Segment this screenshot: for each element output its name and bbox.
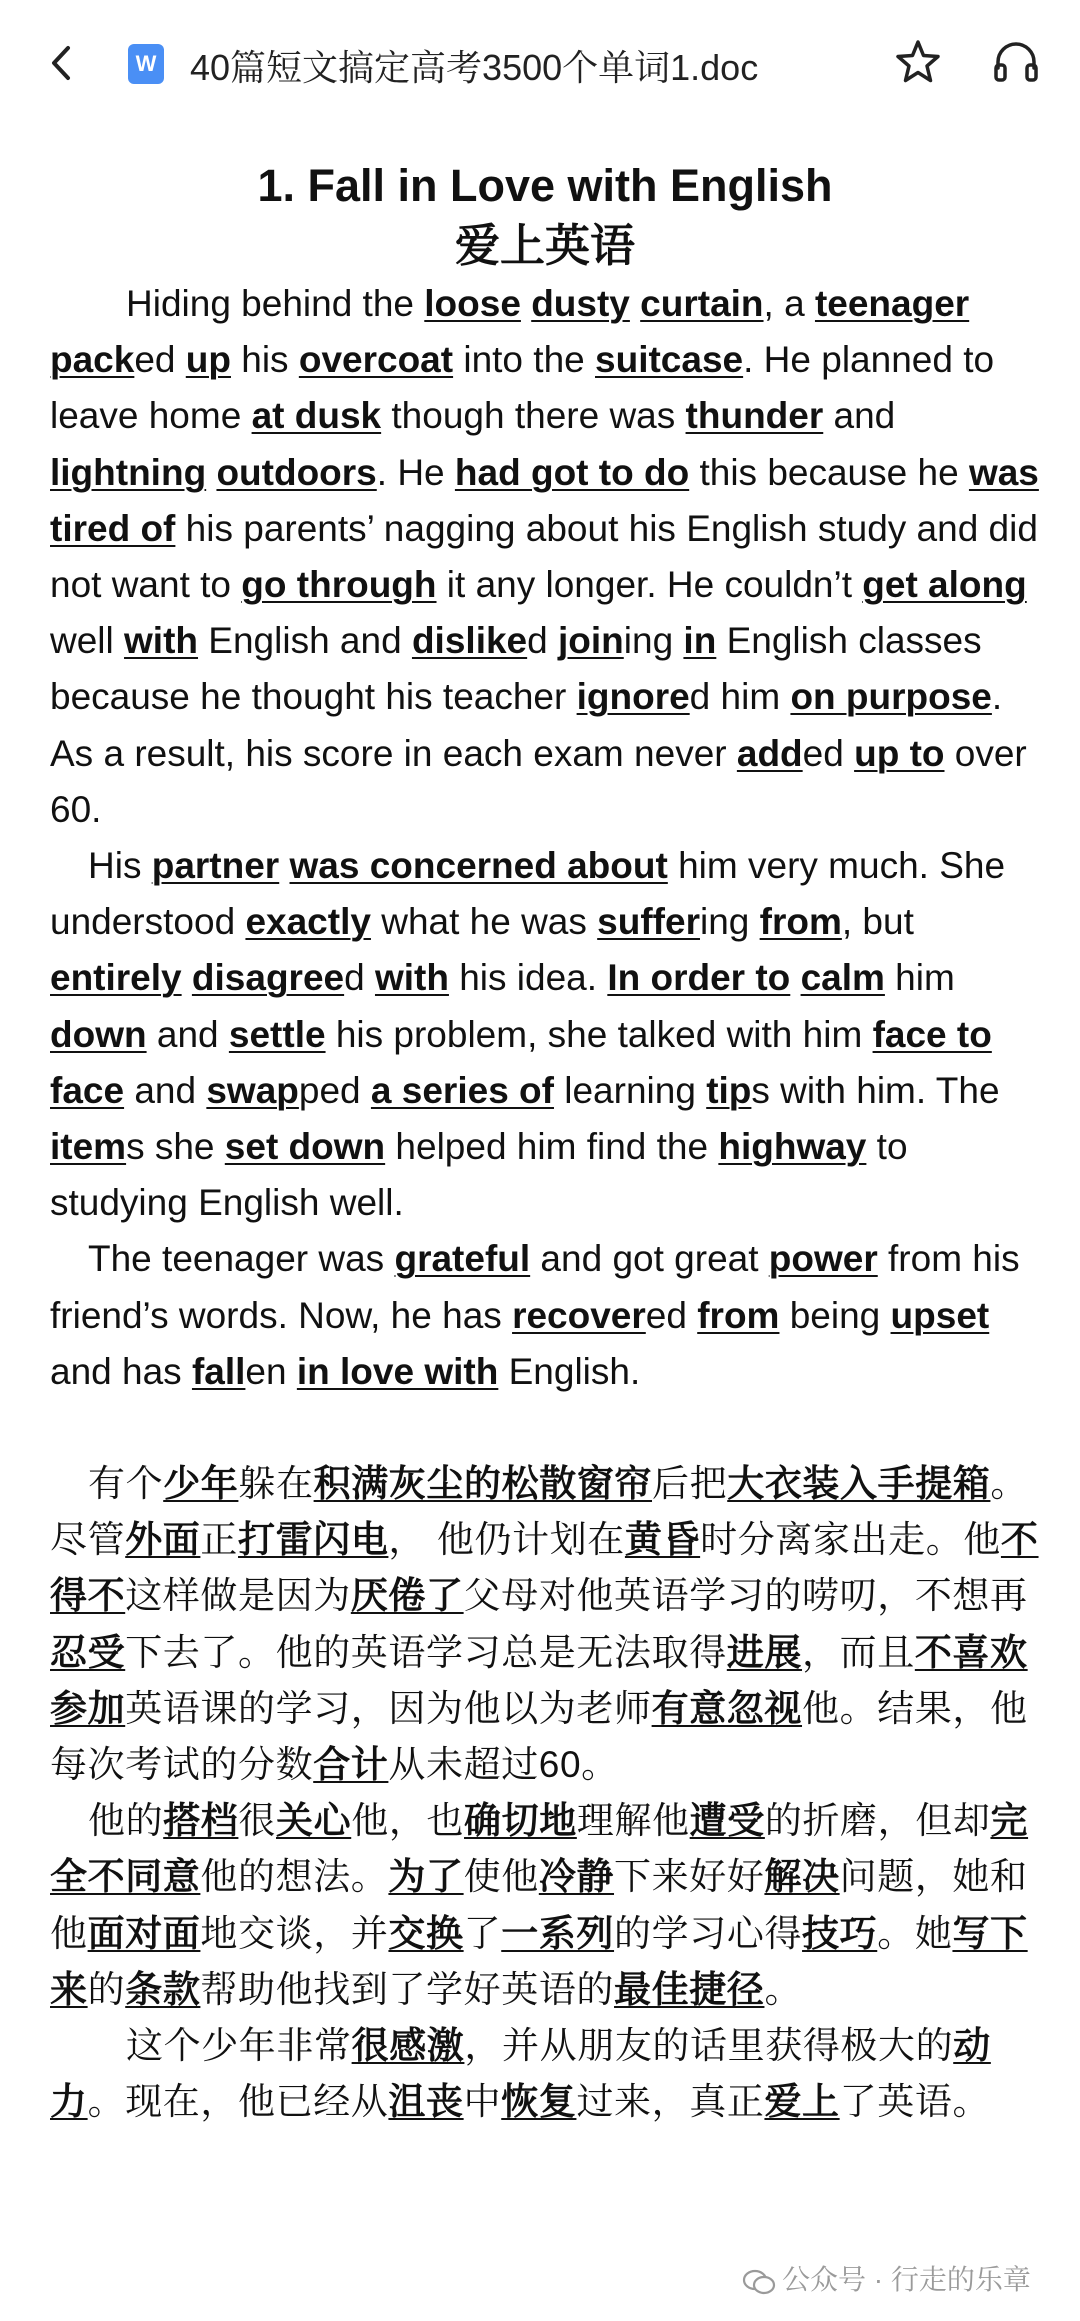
vocabulary-keyword: 一系列 (501, 1912, 615, 1954)
app-toolbar (0, 0, 1080, 128)
text-run: ped (298, 1069, 371, 1111)
vocabulary-keyword: join (558, 620, 624, 662)
vocabulary-keyword: overcoat (298, 339, 454, 381)
vocabulary-keyword: 交换 (388, 1912, 464, 1954)
text-run: . As a result, his score in each exam never (50, 676, 1003, 774)
vocabulary-keyword: highway (718, 1126, 867, 1168)
vocabulary-keyword: 恢复 (501, 2081, 577, 2123)
vocabulary-keyword: 不喜欢参加 (50, 1631, 1028, 1729)
text-run: en (245, 1350, 297, 1392)
text-run: and (124, 1069, 207, 1111)
vocabulary-keyword: 写下来 (50, 1912, 1028, 2010)
vocabulary-keyword: up (185, 339, 231, 381)
vocabulary-keyword: 厌倦了 (350, 1575, 464, 1617)
text-run: this because he (689, 451, 969, 493)
vocabulary-keyword: entirely (50, 957, 182, 999)
vocabulary-keyword: 完全不同意 (50, 1800, 1029, 1898)
text-run: 帮助他找到了学好英语的 (200, 1968, 615, 2010)
text-run (206, 452, 216, 493)
text-run: his parents’ nagging about his English study and did not want to (50, 507, 1038, 606)
text-run: 下去了。他的英语学习总是无法取得 (125, 1631, 727, 1673)
vocabulary-keyword: fall (191, 1350, 246, 1392)
vocabulary-keyword: 忍受 (50, 1631, 126, 1673)
vocabulary-keyword: ignore (576, 676, 690, 718)
text-run: 他的想法。 (200, 1856, 389, 1898)
watermark (742, 2258, 1062, 2298)
vocabulary-keyword: curtain (640, 283, 764, 324)
vocabulary-keyword: was concerned about (289, 845, 668, 887)
text-run: . He (376, 451, 455, 493)
text-run: and (823, 395, 896, 437)
text-run: 他，也 (351, 1800, 465, 1842)
text-run: 了英语。 (839, 2081, 991, 2123)
vocabulary-keyword: with (124, 620, 199, 662)
text-run: 下来好好 (614, 1856, 765, 1898)
vocabulary-keyword: pack (50, 339, 135, 381)
text-run: into the (453, 339, 596, 381)
text-run: 从未超过60。 (388, 1744, 619, 1786)
vocabulary-keyword: grateful (394, 1238, 531, 1280)
text-run: and got great (530, 1238, 769, 1280)
vocabulary-keyword: calm (800, 957, 885, 999)
text-run: ，而且 (802, 1631, 915, 1673)
vocabulary-keyword: suitcase (595, 339, 744, 381)
vocabulary-keyword: swap (206, 1069, 299, 1111)
text-run: 了 (463, 1912, 502, 1954)
vocabulary-keyword: 遭受 (689, 1800, 765, 1842)
text-run: . He planned to leave home (50, 339, 995, 437)
vocabulary-keyword: 打雷闪电 (238, 1519, 389, 1561)
wechat-icon (742, 2268, 776, 2296)
text-run: 地交谈，并 (200, 1912, 389, 1954)
vocabulary-keyword: 确切地 (464, 1800, 577, 1842)
text-run: 。现在，他已经从 (87, 2081, 389, 2123)
vocabulary-keyword: a series of (370, 1069, 554, 1111)
text-run: 。尽管 (50, 1463, 1029, 1561)
text-run (182, 957, 192, 998)
vocabulary-keyword: 爱上 (764, 2081, 840, 2123)
text-run: what he was (370, 901, 598, 943)
vocabulary-keyword: was tired of (50, 451, 1039, 549)
vocabulary-keyword: get along (862, 564, 1027, 606)
text-run: and (146, 1013, 229, 1055)
text-run: ed (645, 1294, 698, 1336)
star-icon[interactable] (892, 36, 944, 88)
text-run: English. (498, 1350, 641, 1392)
text-run: 。她 (877, 1912, 953, 1954)
text-run: English classes because he thought his teacher (50, 620, 982, 718)
vocabulary-keyword: 大衣装入手提箱 (727, 1463, 991, 1505)
vocabulary-keyword: 外面 (125, 1519, 201, 1561)
text-run: 躲在 (238, 1463, 314, 1505)
vocabulary-keyword: 技巧 (802, 1912, 878, 1954)
document-body (50, 150, 1040, 2131)
text-run: 时分离家出走。他 (700, 1519, 1001, 1561)
text-run: 正 (200, 1519, 239, 1561)
vocabulary-keyword: 搭档 (163, 1800, 239, 1842)
vocabulary-keyword: 沮丧 (388, 2081, 464, 2123)
vocabulary-keyword: 很感激 (351, 2025, 465, 2067)
vocabulary-keyword: disagree (191, 957, 345, 999)
chinese-paragraph-2 (50, 1793, 1040, 2018)
text-run: 这样做是因为 (125, 1575, 351, 1617)
title-chinese: 爱上英语 (454, 220, 635, 271)
text-run: and has (50, 1350, 192, 1392)
vocabulary-keyword: 黄昏 (624, 1519, 701, 1561)
text-run: 有个 (88, 1463, 164, 1505)
vocabulary-keyword: 为了 (388, 1856, 464, 1898)
text-run: to studying English well. (50, 1126, 908, 1224)
vocabulary-keyword: In order to (607, 957, 791, 999)
text-run: 理解他 (576, 1800, 690, 1842)
vocabulary-keyword: on purpose (790, 676, 992, 718)
vocabulary-keyword: 不得不 (50, 1519, 1039, 1617)
text-run: learning (553, 1069, 707, 1111)
text-run: 他。结果，他每次考试的分数 (50, 1687, 1028, 1786)
vocabulary-keyword: dusty (531, 283, 630, 324)
chinese-paragraph-1 (50, 1456, 1040, 1793)
text-run: 很 (238, 1800, 277, 1842)
text-run: him very much. She understood (50, 845, 1006, 943)
vocabulary-keyword: 动力 (50, 2025, 991, 2123)
text-run: 这个少年非常 (126, 2025, 352, 2067)
vocabulary-keyword: lightning (50, 451, 207, 493)
text-run: his (230, 339, 299, 381)
text-run: 后把 (652, 1463, 728, 1505)
text-run: d (344, 957, 375, 999)
text-run: ing (623, 620, 684, 662)
vocabulary-keyword: 冷静 (538, 1856, 615, 1898)
vocabulary-keyword: 解决 (764, 1856, 840, 1898)
english-paragraph-1 (50, 276, 1040, 838)
text-run: , but (841, 901, 914, 943)
vocabulary-keyword: partner (151, 845, 280, 887)
vocabulary-keyword: had got to do (454, 451, 690, 493)
chinese-paragraph-3 (50, 2018, 1040, 2130)
vocabulary-keyword: 条款 (125, 1968, 201, 2010)
vocabulary-keyword: recover (512, 1294, 646, 1336)
text-run: ， 他仍计划在 (388, 1519, 625, 1561)
vocabulary-keyword: upset (890, 1294, 990, 1336)
vocabulary-keyword: power (768, 1238, 878, 1280)
vocabulary-keyword: dislike (411, 620, 528, 662)
vocabulary-keyword: go through (241, 564, 437, 606)
text-run: being (779, 1294, 891, 1336)
text-run: 中 (463, 2081, 502, 2123)
text-run: 的折磨，但却 (764, 1800, 991, 1842)
text-run (521, 283, 531, 324)
text-run (790, 957, 800, 998)
vocabulary-keyword: exactly (245, 901, 371, 943)
text-run: 父母对他英语学习的唠叨，不想再 (463, 1575, 1028, 1617)
title-english: 1. Fall in Love with English (257, 160, 833, 211)
text-run: 使他 (463, 1856, 539, 1898)
vocabulary-keyword: loose (424, 283, 521, 324)
vocabulary-keyword: 少年 (163, 1463, 239, 1505)
vocabulary-keyword: 有意忽视 (651, 1687, 803, 1729)
english-paragraph-3 (50, 1231, 1040, 1400)
text-run: it any longer. He couldn’t (436, 564, 863, 606)
text-run (279, 845, 289, 886)
vocabulary-keyword: face to face (50, 1013, 992, 1111)
vocabulary-keyword: item (50, 1126, 127, 1168)
text-run: over 60. (50, 732, 1027, 830)
vocabulary-keyword: 关心 (276, 1800, 352, 1842)
vocabulary-keyword: from (697, 1294, 780, 1336)
vocabulary-keyword: 进展 (726, 1631, 803, 1673)
text-run: The teenager was (88, 1238, 395, 1280)
vocabulary-keyword: up to (854, 732, 945, 774)
word-doc-icon (128, 44, 164, 84)
text-run: s she (126, 1126, 225, 1168)
vocabulary-keyword: add (736, 732, 803, 774)
text-run: ing (699, 901, 760, 943)
vocabulary-keyword: 面对面 (87, 1912, 201, 1954)
text-run: 他的 (88, 1800, 164, 1842)
vocabulary-keyword: settle (228, 1013, 326, 1055)
text-run: 过来，真正 (576, 2081, 765, 2123)
vocabulary-keyword: teenager (814, 283, 970, 324)
text-run: 。 (764, 1968, 803, 2010)
text-run: , a (763, 283, 815, 324)
text-run: ，并从朋友的话里获得极大的 (464, 2025, 954, 2067)
vocabulary-keyword: in love with (296, 1350, 499, 1392)
vocabulary-keyword: thunder (685, 395, 824, 437)
text-run: d (527, 620, 558, 662)
english-paragraph-2 (50, 838, 1040, 1231)
headphones-icon[interactable] (990, 36, 1042, 88)
text-run: 问题，她和他 (50, 1856, 1028, 1954)
text-run: d him (689, 676, 791, 718)
text-run: 的学习心得 (614, 1912, 803, 1954)
text-run: well (50, 620, 125, 662)
text-run: Hiding behind the (126, 283, 425, 324)
vocabulary-keyword: down (50, 1013, 147, 1055)
text-run: 的 (87, 1968, 126, 2010)
text-run: his problem, she talked with him (325, 1013, 873, 1055)
back-arrow-icon[interactable] (42, 38, 82, 88)
text-run: His (88, 845, 152, 887)
vocabulary-keyword: in (683, 620, 717, 662)
vocabulary-keyword: with (374, 957, 449, 999)
vocabulary-keyword: outdoors (216, 451, 377, 493)
vocabulary-keyword: set down (224, 1126, 386, 1168)
text-run (630, 283, 640, 324)
text-run: ed (134, 339, 186, 381)
text-run: from his friend’s words. Now, he has (50, 1238, 1020, 1336)
text-run: him (884, 957, 955, 999)
vocabulary-keyword: tip (706, 1069, 752, 1111)
text-run: his idea. (448, 957, 608, 999)
doc-icon-letter: W (135, 51, 157, 76)
document-title: 40篇短文搞定高考3500个单词1.doc (190, 47, 759, 88)
vocabulary-keyword: at dusk (251, 395, 382, 437)
text-run: s with him. The (751, 1069, 1000, 1111)
vocabulary-keyword: 最佳捷径 (614, 1968, 765, 2010)
vocabulary-keyword: suffer (597, 901, 700, 943)
text-run: ed (802, 732, 855, 774)
watermark-text: 公众号 · 行走的乐章 (782, 2264, 1031, 2295)
vocabulary-keyword: 积满灰尘的松散窗帘 (313, 1463, 653, 1505)
text-run: helped him find the (385, 1126, 719, 1168)
text-run: though there was (381, 395, 686, 437)
text-run: 英语课的学习，因为他以为老师 (125, 1687, 652, 1729)
vocabulary-keyword: from (759, 901, 842, 943)
vocabulary-keyword: 合计 (313, 1744, 389, 1786)
text-run: English and (198, 620, 412, 662)
